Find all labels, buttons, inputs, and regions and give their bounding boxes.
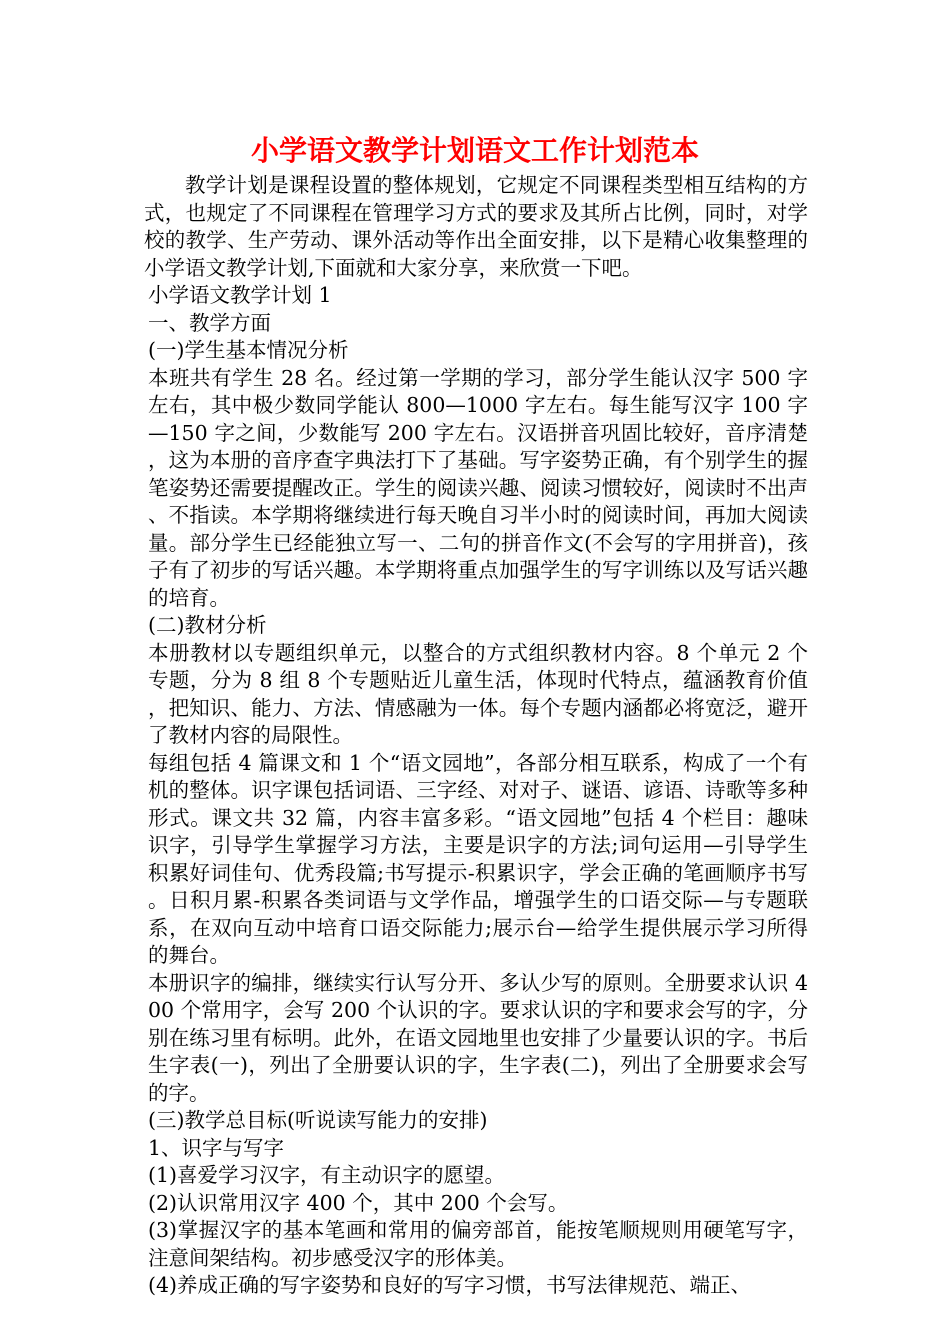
document-title: 小学语文教学计划语文工作计划范本 [250, 134, 699, 167]
document-body [144, 172, 808, 1300]
intro-paragraph: 教学计划是课程设置的整体规划，它规定不同课程类型相互结构的方式，也规定了不同课程在管理学习方式的要求及其所占比例，同时，对学校的教学、生产劳动、课外活动等作出全面安排，以下是精心收集整理的小学语文教学计划,下面就和大家分享，来欣赏一下吧。 [144, 173, 808, 280]
goal-item-2: (2)认识常用汉字 400 个，其中 200 个会写。 [148, 1190, 569, 1215]
body-paragraph-units: 每组包括 4 篇课文和 1 个“语文园地”，各部分相互联系，构成了一个有机的整体。识字课包括词语、三字经、对对子、谜语、谚语、诗歌等多种形式。课文共 32 篇，内容丰富多彩。“语文园地”包括 4 个栏目：趣味识字，引导学生掌握学习方法，主要是识字的方法;词句运用—引导学生积累好词佳句、优秀段篇;书写提示-积累识字，学会正确的笔画顺序书写。日积月累-积累各类词语与文学作品，增强学生的口语交际—与专题联系，在双向互动中培育口语交际能力;展示台—给学生提供展示学习所得的舞台。 [148, 750, 808, 967]
goal-heading-literacy: 1、识字与写字 [148, 1135, 285, 1160]
subsection-heading-goals: (三)教学总目标(听说读写能力的安排) [148, 1108, 488, 1132]
goal-item-4: (4)养成正确的写字姿势和良好的写字习惯，书写法律规范、端正、 [148, 1273, 752, 1297]
section-heading-teaching: 一、教学方面 [148, 310, 271, 335]
subsection-heading-students: (一)学生基本情况分析 [148, 338, 349, 362]
body-paragraph-textbook: 本册教材以专题组织单元，以整合的方式组织教材内容。8 个单元 2 个专题，分为 8 组 8 个专题贴近儿童生活，体现时代特点，蕴涵教育价值，把知识、能力、方法、情感融为一体。每个专题内涵都必将宽泛，避开了教材内容的局限性。 [148, 640, 808, 747]
goal-item-3: (3)掌握汉字的基本笔画和常用的偏旁部首，能按笔顺规则用硬笔写字，注意间架结构。初步感受汉字的形体美。 [148, 1218, 808, 1270]
section-heading-plan-1: 小学语文教学计划 1 [148, 283, 332, 307]
body-paragraph-literacy: 本册识字的编排，继续实行认写分开、多认少写的原则。全册要求认识 400 个常用字，会写 200 个认识的字。要求认识的字和要求会写的字，分别在练习里有标明。此外，在语文园地里也安排了少量要认识的字。书后生字表(一)，列出了全册要认识的字，生字表(二)，列出了全册要求会写的字。 [148, 970, 808, 1105]
subsection-heading-textbook: (二)教材分析 [148, 613, 267, 637]
goal-item-1: (1)喜爱学习汉字，有主动识字的愿望。 [148, 1163, 506, 1187]
body-paragraph-students: 本班共有学生 28 名。经过第一学期的学习，部分学生能认汉字 500 字左右，其中极少数同学能认 800—1000 字左右。每生能写汉字 100 字—150 字之间，少数能写 200 字左右。汉语拼音巩固比较好，音序清楚，这为本册的音序查字典法打下了基础。写字姿势正确，有个别学生的握笔姿势还需要提醒改正。学生的阅读兴趣、阅读习惯较好，阅读时不出声、不指读。本学期将继续进行每天晚自习半小时的阅读时间，再加大阅读量。部分学生已经能独立写一、二句的拼音作文(不会写的字用拼音)，孩子有了初步的写话兴趣。本学期将重点加强学生的写字训练以及写话兴趣的培育。 [148, 365, 808, 610]
